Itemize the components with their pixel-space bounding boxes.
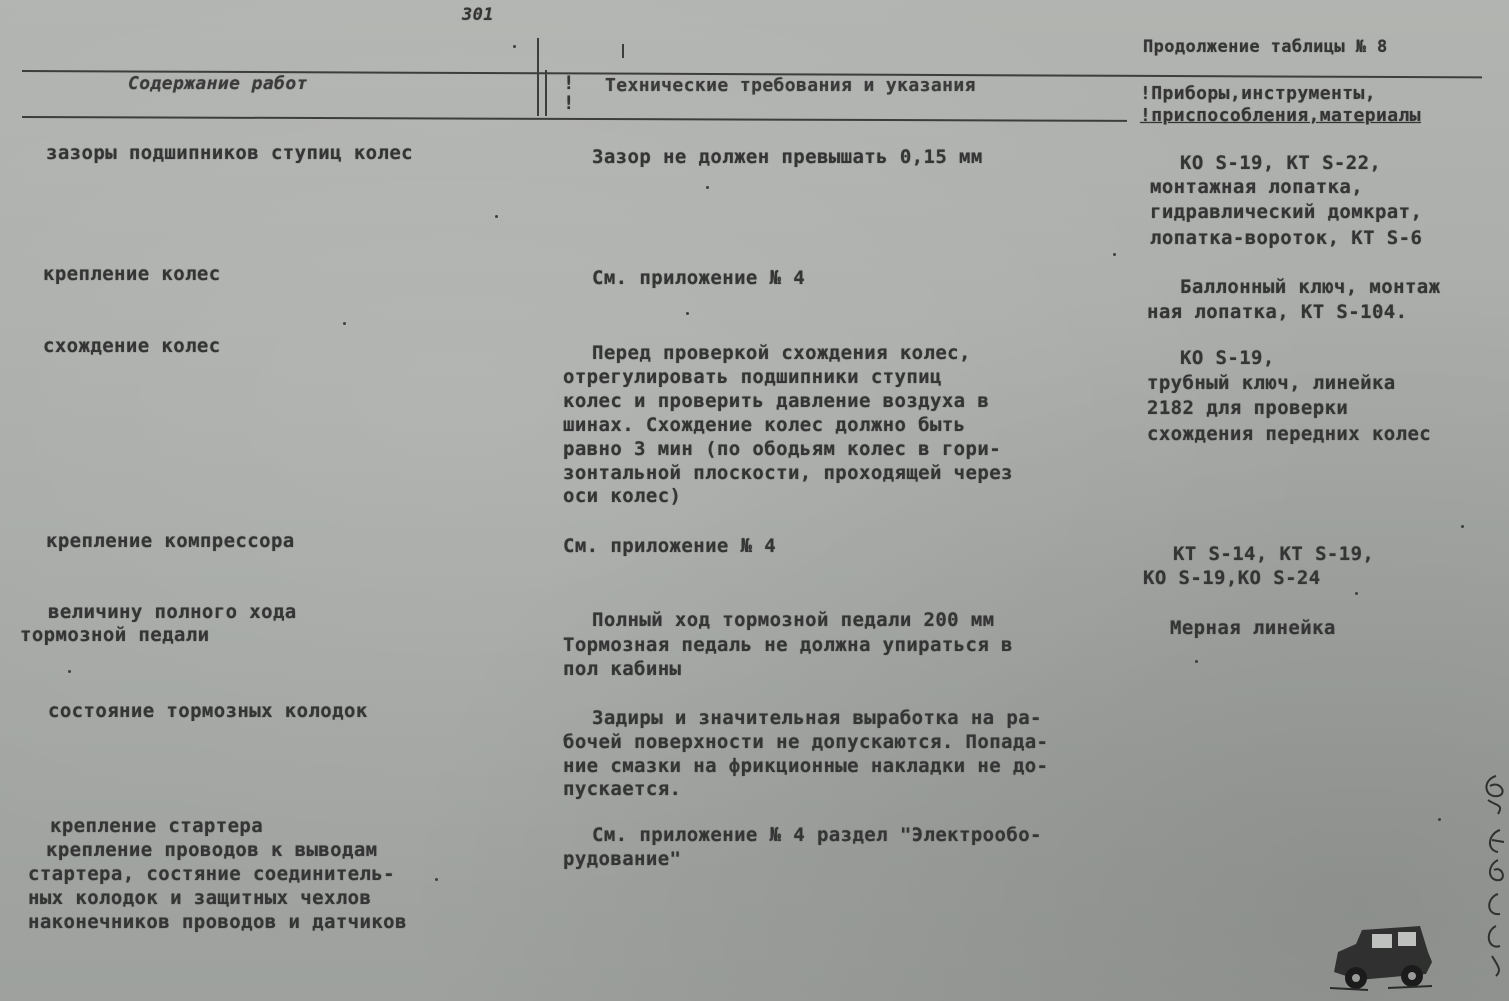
scan-speck [1355, 592, 1358, 595]
tools-line: КО S-19, [1180, 347, 1275, 369]
tools-line: 2182 для проверки [1147, 397, 1349, 419]
tools-line: КО S-19,КО S-24 [1143, 567, 1321, 589]
work-item: крепление колес [43, 263, 221, 285]
work-item: величину полного хода [48, 601, 297, 623]
requirement-line: ние смазки на фрикционные накладки не до- [563, 755, 1049, 777]
scan-speck [495, 215, 498, 218]
tools-line: Мерная линейка [1170, 617, 1336, 639]
header-mark-1: ! [563, 72, 575, 94]
tools-line: ная лопатка, КТ S-104. [1147, 301, 1408, 323]
requirement-line: Полный ход тормозной педали 200 мм [592, 609, 995, 631]
handwritten-signature [1478, 770, 1508, 980]
scan-speck [1438, 818, 1441, 821]
tools-line: монтажная лопатка, [1150, 176, 1364, 198]
scan-speck [435, 878, 438, 881]
work-item: стартера, состяние соединитель- [28, 863, 396, 885]
scan-speck [513, 45, 516, 48]
requirement-line: См. приложение № 4 [592, 267, 806, 289]
requirement-line: Зазор не должен превышать 0,15 мм [592, 146, 983, 168]
scan-speck [686, 312, 689, 315]
requirement-line: пускается. [563, 778, 682, 800]
page-number: 301 [462, 5, 494, 25]
header-work-content: Содержание работ [128, 73, 308, 94]
requirement-line: колес и проверить давление воздуха в [563, 390, 990, 412]
work-item: зазоры подшипников ступиц колес [46, 142, 414, 164]
requirement-line: См. приложение № 4 раздел "Электрообо- [592, 824, 1042, 846]
scan-speck [343, 322, 346, 325]
tools-line: КО S-19, КТ S-22, [1180, 152, 1382, 174]
requirement-line: оси колес) [563, 485, 682, 507]
header-divider-tick [622, 44, 624, 58]
table-continuation-label: Продолжение таблицы № 8 [1143, 37, 1388, 57]
requirement-line: Перед проверкой схождения колес, [592, 342, 971, 364]
work-item: крепление стартера [50, 815, 264, 837]
tools-line: трубный ключ, линейка [1147, 372, 1396, 394]
requirement-line: шинах. Схождение колес должно быть [563, 414, 966, 436]
scan-speck [1461, 525, 1464, 528]
header-technical-requirements: Технические требования и указания [605, 75, 976, 96]
work-item: тормозной педали [20, 624, 210, 646]
requirement-line: Тормозная педаль не должна упираться в [563, 634, 1013, 656]
scan-speck [68, 670, 71, 673]
header-mark-2: ! [563, 92, 575, 114]
work-item: схождение колес [43, 335, 221, 357]
work-item: крепление проводов к выводам [46, 839, 378, 861]
tools-line: схождения передних колес [1147, 423, 1432, 445]
tools-line: Баллонный ключ, монтаж [1180, 276, 1441, 298]
requirement-line: бочей поверхности не допускаются. Попада- [563, 731, 1049, 753]
work-item: крепление компрессора [46, 530, 295, 552]
header-bottom-rule [22, 116, 1127, 122]
header-tools-line-1: !Приборы,инструменты, [1140, 83, 1376, 104]
scan-speck [1113, 253, 1116, 256]
requirement-line: пол кабины [563, 658, 682, 680]
requirement-line: зонтальной плоскости, проходящей через [563, 462, 1013, 484]
header-divider-1b [545, 70, 547, 116]
requirement-line: равно 3 мин (по ободьям колес в гори- [563, 438, 1002, 460]
requirement-line: отрегулировать подшипники ступиц [563, 366, 942, 388]
work-item: состояние тормозных колодок [48, 700, 368, 722]
work-item: ных колодок и защитных чехлов [28, 887, 372, 909]
scan-speck [1195, 660, 1198, 663]
tools-line: гидравлический домкрат, [1150, 201, 1423, 223]
requirement-line: Задиры и значительная выработка на ра- [592, 707, 1042, 729]
header-divider-1 [537, 38, 539, 116]
requirement-line: См. приложение № 4 [563, 535, 777, 557]
truck-stamp-icon [1328, 922, 1436, 994]
work-item: наконечников проводов и датчиков [28, 911, 407, 933]
tools-line: КТ S-14, КТ S-19, [1173, 543, 1375, 565]
scan-speck [706, 186, 709, 189]
header-tools-line-2: !приспособления,материалы [1140, 105, 1421, 126]
tools-line: лопатка-вороток, КТ S-6 [1150, 227, 1423, 249]
requirement-line: рудование" [563, 848, 682, 870]
